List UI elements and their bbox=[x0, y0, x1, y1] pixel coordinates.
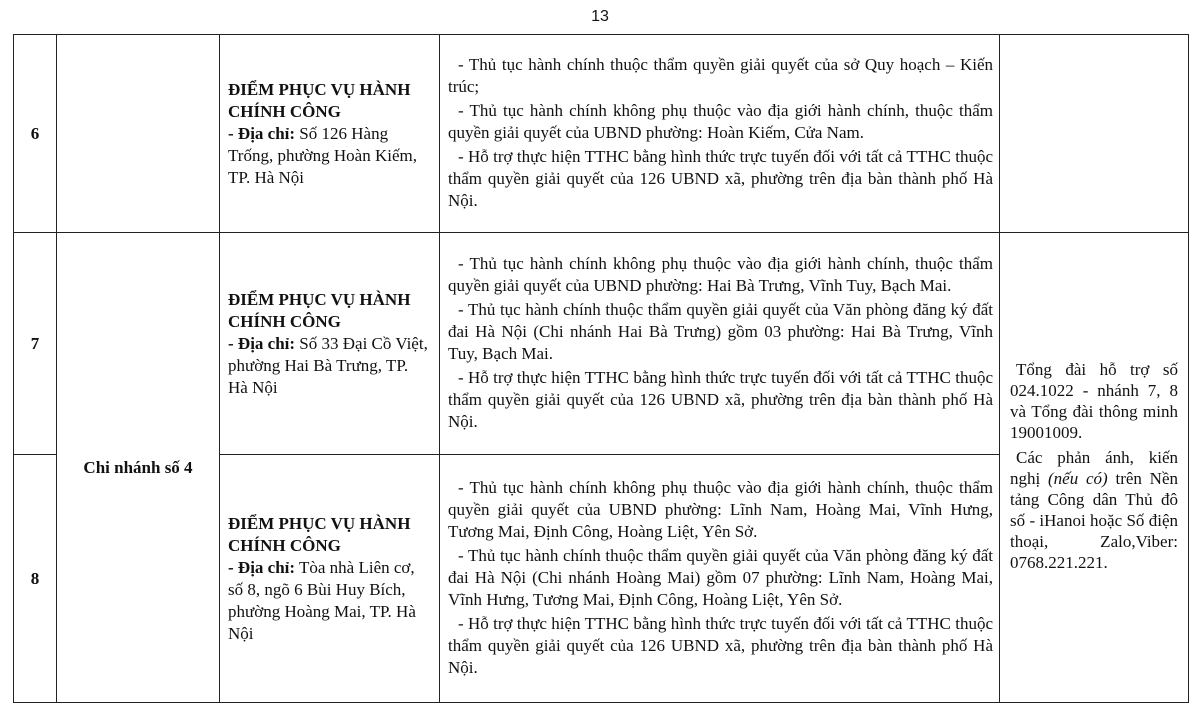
procedure-item: - Hỗ trợ thực hiện TTHC bằng hình thức trực tuyến đối với tất cả TTHC thuộc thẩm quyền giải quyết của 126 UBND xã, phường trên địa bàn thành phố Hà Nội. bbox=[448, 146, 993, 210]
address-text: Số 126 Hàng Trống, phường Hoàn Kiếm, TP. Hà Nội bbox=[228, 123, 417, 187]
procedure-item: - Thủ tục hành chính thuộc thẩm quyền giải quyết của sở Quy hoạch – Kiến trúc; bbox=[448, 54, 993, 96]
contact-cell-empty bbox=[1000, 35, 1189, 233]
address-text: Số 33 Đại Cồ Việt, phường Hai Bà Trưng, TP. Hà Nội bbox=[228, 333, 428, 397]
feedback-text bbox=[1010, 447, 1178, 573]
procedures-cell bbox=[440, 233, 1000, 455]
contact-cell bbox=[1000, 233, 1189, 703]
address-label: - Địa chỉ: bbox=[228, 557, 296, 577]
address-label: - Địa chỉ: bbox=[228, 123, 296, 143]
procedures-cell bbox=[440, 455, 1000, 703]
service-point-title: ĐIỂM PHỤC VỤ HÀNH CHÍNH CÔNG bbox=[228, 79, 411, 121]
branch-cell-empty bbox=[57, 35, 220, 233]
row-number: 7 bbox=[14, 233, 57, 455]
procedure-item: - Thủ tục hành chính không phụ thuộc vào địa giới hành chính, thuộc thẩm quyền giải quyết của UBND phường: Hai Bà Trưng, Vĩnh Tuy, Bạch Mai. bbox=[448, 253, 993, 295]
row-number: 6 bbox=[14, 35, 57, 233]
feedback-italic: (nếu có) bbox=[1048, 468, 1108, 488]
table-row bbox=[14, 233, 1189, 455]
feedback-post: trên Nền tảng Công dân Thủ đô số - iHanoi hoặc Số điện thoại, Zalo,Viber: 0768.221.221. bbox=[1010, 468, 1179, 572]
service-points-table bbox=[13, 34, 1189, 703]
service-point-title: ĐIỂM PHỤC VỤ HÀNH CHÍNH CÔNG bbox=[228, 513, 411, 555]
service-point-cell bbox=[220, 233, 440, 455]
procedure-item: - Hỗ trợ thực hiện TTHC bằng hình thức trực tuyến đối với tất cả TTHC thuộc thẩm quyền giải quyết của 126 UBND xã, phường trên địa bàn thành phố Hà Nội. bbox=[448, 367, 993, 431]
table-row bbox=[14, 35, 1189, 233]
row-number: 8 bbox=[14, 455, 57, 703]
procedure-item: - Hỗ trợ thực hiện TTHC bằng hình thức trực tuyến đối với tất cả TTHC thuộc thẩm quyền giải quyết của 126 UBND xã, phường trên địa bàn thành phố Hà Nội. bbox=[448, 613, 993, 677]
procedure-item: - Thủ tục hành chính không phụ thuộc vào địa giới hành chính, thuộc thẩm quyền giải quyết của UBND phường: Lĩnh Nam, Hoàng Mai, Vĩnh Hưng, Tương Mai, Định Công, Hoàng Liệt, Yên Sở. bbox=[448, 477, 993, 541]
procedures-cell bbox=[440, 35, 1000, 233]
feedback-pre: Các phản ánh, kiến nghị bbox=[1010, 447, 1178, 488]
address-label: - Địa chỉ: bbox=[228, 333, 296, 353]
procedure-item: - Thủ tục hành chính thuộc thẩm quyền giải quyết của Văn phòng đăng ký đất đai Hà Nội (Chi nhánh Hai Bà Trưng) gồm 03 phường: Hai Bà Trưng, Vĩnh Tuy, Bạch Mai. bbox=[448, 299, 993, 363]
service-point-cell bbox=[220, 455, 440, 703]
address-text: Tòa nhà Liên cơ, số 8, ngõ 6 Bùi Huy Bích, phường Hoàng Mai, TP. Hà Nội bbox=[228, 557, 416, 643]
page-number: 13 bbox=[591, 8, 609, 25]
service-point-title: ĐIỂM PHỤC VỤ HÀNH CHÍNH CÔNG bbox=[228, 289, 411, 331]
branch-name: Chi nhánh số 4 bbox=[57, 233, 220, 703]
procedure-item: - Thủ tục hành chính thuộc thẩm quyền giải quyết của Văn phòng đăng ký đất đai Hà Nội (Chi nhánh Hoàng Mai) gồm 07 phường: Lĩnh Nam, Hoàng Mai, Vĩnh Hưng, Tương Mai, Định Công, Hoàng Liệt, Yên Sở. bbox=[448, 545, 993, 609]
procedure-item: - Thủ tục hành chính không phụ thuộc vào địa giới hành chính, thuộc thẩm quyền giải quyết của UBND phường: Hoàn Kiếm, Cửa Nam. bbox=[448, 100, 993, 142]
service-point-cell bbox=[220, 35, 440, 233]
hotline-text: Tổng đài hỗ trợ số 024.1022 - nhánh 7, 8 và Tổng đài thông minh 19001009. bbox=[1010, 359, 1178, 442]
